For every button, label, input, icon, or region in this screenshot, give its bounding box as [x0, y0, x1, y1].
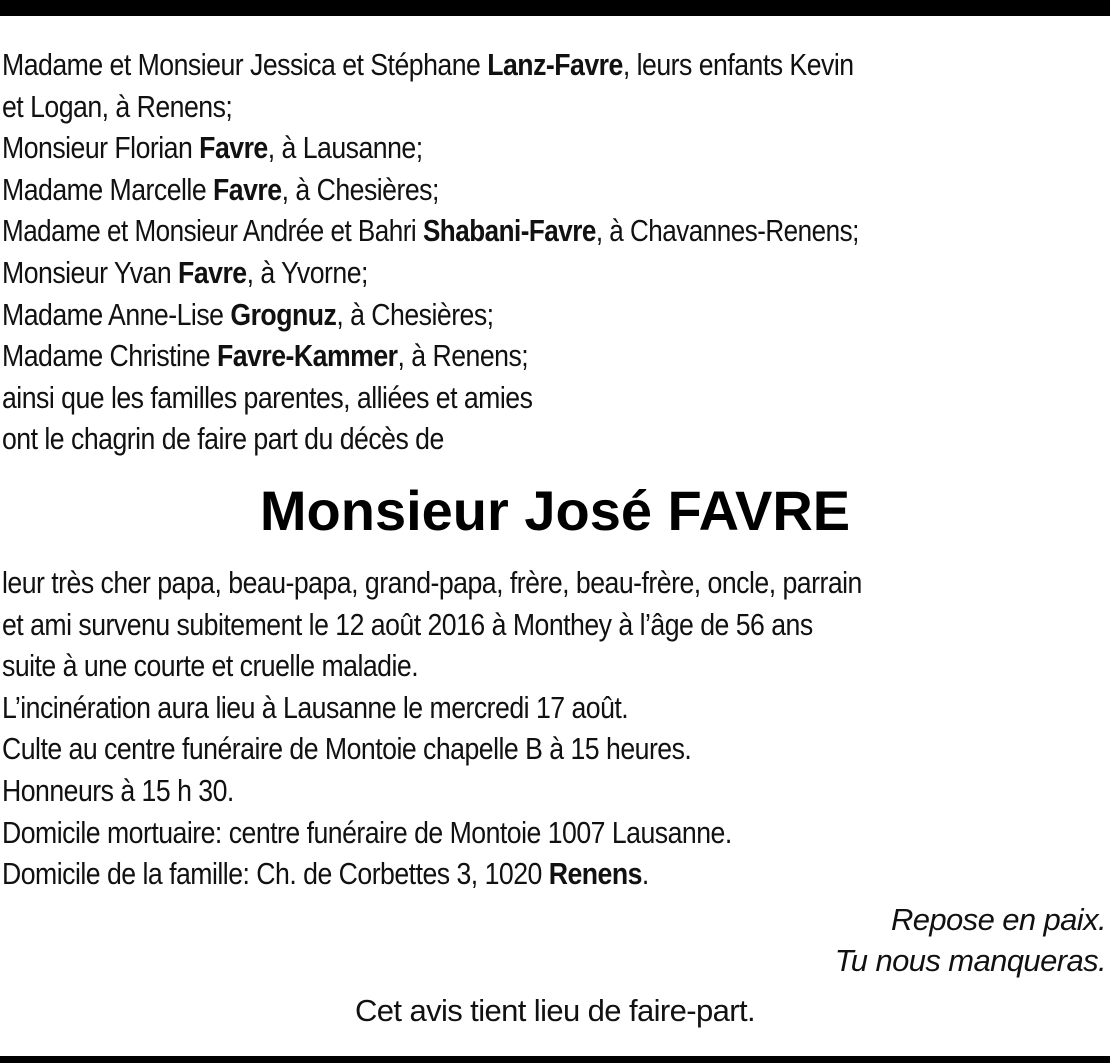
family-surname: Favre [213, 171, 282, 207]
family-line-text: Monsieur Yvan [2, 254, 179, 290]
family-surname: Shabani-Favre [422, 213, 596, 249]
closing-note: Cet avis tient lieu de faire-part. [354, 992, 756, 1028]
family-line-text: Madame et Monsieur Andrée et Bahri [2, 213, 423, 249]
family-line-9 [2, 377, 953, 419]
details-line-text: . [641, 856, 649, 892]
details-line-3: suite à une courte et cruelle maladie. [2, 648, 419, 684]
family-line-3 [2, 127, 953, 169]
family-surname: Favre [199, 130, 268, 166]
family-surname: Grognuz [230, 296, 337, 332]
details-line-8 [2, 853, 953, 895]
bottom-rule [0, 1056, 1110, 1063]
family-line-text: , à Renens; [397, 338, 529, 374]
family-line-5 [2, 210, 931, 252]
family-line-text: et Logan, à Renens; [2, 88, 233, 124]
details-line-5: Culte au centre funéraire de Montoie chapelle B à 15 heures. [2, 731, 692, 767]
family-city: Renens [548, 856, 642, 892]
family-line-7 [2, 294, 953, 336]
top-rule [0, 0, 1110, 16]
closing-italic-2: Tu nous manqueras. [834, 943, 1106, 979]
family-surname: Lanz-Favre [487, 47, 623, 82]
details-line-7: Domicile mortuaire: centre funéraire de Montoie 1007 Lausanne. [2, 814, 732, 850]
family-line-4 [2, 169, 953, 211]
obituary-notice [2, 44, 1108, 1031]
family-line-text: , à Chesières; [336, 296, 494, 332]
family-line-text: Madame Christine [2, 338, 217, 374]
family-line-text: Madame Marcelle [2, 171, 214, 207]
details-line-6: Honneurs à 15 h 30. [2, 772, 234, 808]
details-line-text: Domicile de la famille: Ch. de Corbettes 3, 1020 [2, 856, 549, 892]
details-line-4: L’incinération aura lieu à Lausanne le mercredi 17 août. [2, 689, 629, 725]
family-surname: Favre [178, 254, 247, 290]
family-line-8 [2, 335, 953, 377]
family-line-text: ont le chagrin de faire part du décès de [2, 421, 444, 457]
family-line-text: Monsieur Florian [2, 130, 200, 166]
family-line-text: Madame Anne-Lise [2, 296, 231, 332]
family-line-10 [2, 418, 953, 460]
details-line-2: et ami survenu subitement le 12 août 2016 à Monthey à l’âge de 56 ans [2, 606, 813, 642]
family-line-text: , leurs enfants Kevin [622, 47, 854, 82]
family-surname: Favre-Kammer [216, 338, 398, 374]
family-line-2 [2, 86, 953, 128]
family-line-text: , à Chavannes-Renens; [595, 213, 859, 249]
family-line-text: Madame et Monsieur Jessica et Stéphane [2, 47, 488, 82]
family-line-text: , à Yvorne; [246, 254, 368, 290]
family-line-text: ainsi que les familles parentes, alliées et amies [2, 379, 533, 415]
family-line-text: , à Lausanne; [267, 130, 423, 166]
closing-italic-1: Repose en paix. [890, 901, 1106, 937]
family-line-text: , à Chesières; [281, 171, 439, 207]
details-line-1: leur très cher papa, beau-papa, grand-papa, frère, beau-frère, oncle, parrain [2, 564, 862, 600]
family-line-6 [2, 252, 953, 294]
family-line-1 [2, 44, 953, 86]
deceased-name: Monsieur José FAVRE [259, 478, 851, 542]
